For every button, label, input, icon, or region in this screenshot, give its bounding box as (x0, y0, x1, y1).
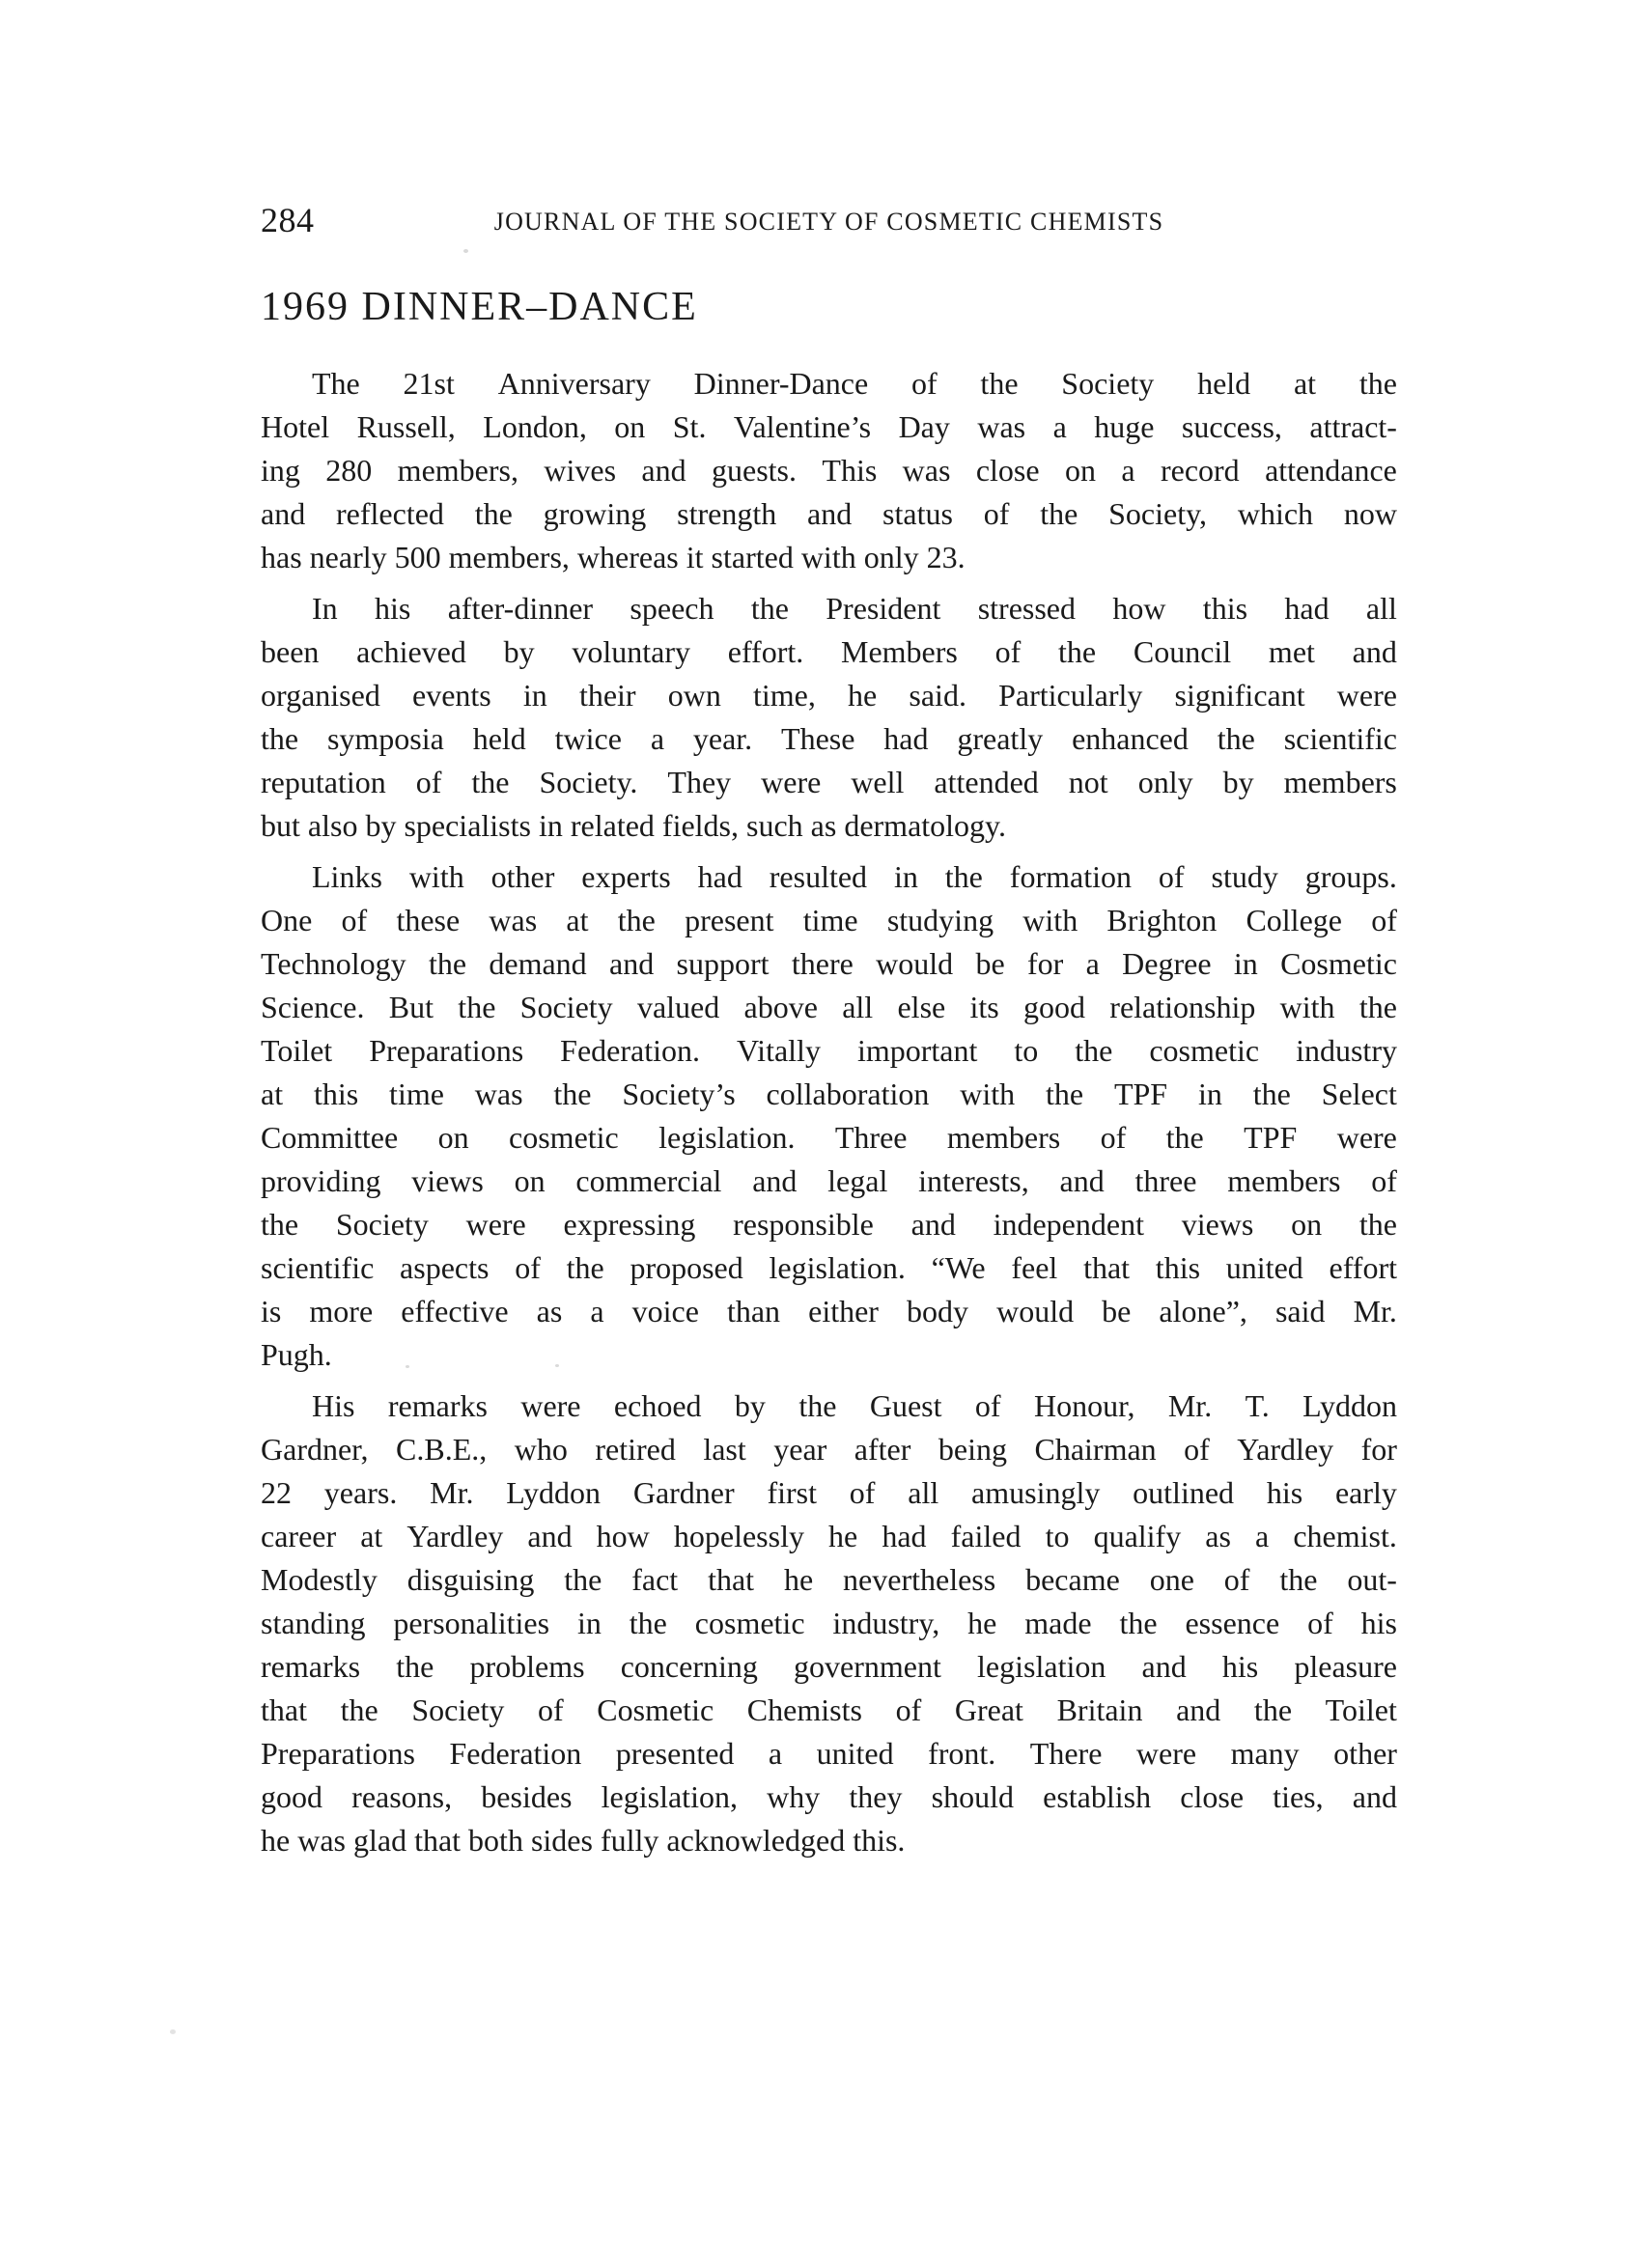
journal-title: JOURNAL OF THE SOCIETY OF COSMETIC CHEMISTS (493, 208, 1164, 236)
text-line: good reasons, besides legislation, why they should establish close ties, and (261, 1779, 1397, 1814)
text-line: Modestly disguising the fact that he nevertheless became one of the out- (261, 1562, 1397, 1597)
text-line: and reflected the growing strength and status of the Society, which now (261, 496, 1397, 531)
paragraph (261, 1384, 1397, 1862)
text-line: One of these was at the present time studying with Brighton College of (261, 903, 1397, 937)
article-title: 1969 DINNER–DANCE (261, 285, 698, 329)
text-line: ing 280 members, wives and guests. This was close on a record attendance (261, 453, 1397, 488)
text-line: Committee on cosmetic legislation. Three members of the TPF were (261, 1120, 1397, 1155)
text-line: The 21st Anniversary Dinner-Dance of the Society held at the (312, 366, 1397, 401)
text-line: has nearly 500 members, whereas it started with only 23. (261, 540, 966, 574)
text-line: Preparations Federation presented a united front. There were many other (261, 1736, 1397, 1771)
article-body (261, 362, 1397, 1862)
paragraph (261, 362, 1397, 579)
text-line: providing views on commercial and legal interests, and three members of (261, 1163, 1397, 1198)
scan-speck (170, 2029, 176, 2034)
text-line: Toilet Preparations Federation. Vitally important to the cosmetic industry (261, 1033, 1397, 1068)
text-line: 22 years. Mr. Lyddon Gardner first of all amusingly outlined his early (261, 1475, 1397, 1510)
text-line: Technology the demand and support there would be for a Degree in Cosmetic (261, 946, 1397, 981)
text-line: In his after-dinner speech the President stressed how this had all (312, 591, 1397, 626)
text-line: the symposia held twice a year. These had greatly enhanced the scientific (261, 721, 1397, 756)
text-line: at this time was the Society’s collaboration with the TPF in the Select (261, 1077, 1397, 1111)
scan-speck (406, 1365, 409, 1368)
paragraph (261, 855, 1397, 1377)
scan-speck (555, 1364, 559, 1367)
scan-speck (463, 249, 468, 253)
text-line: His remarks were echoed by the Guest of Honour, Mr. T. Lyddon (312, 1388, 1397, 1423)
page-number: 284 (261, 201, 315, 239)
text-line: standing personalities in the cosmetic industry, he made the essence of his (261, 1606, 1397, 1640)
text-line: reputation of the Society. They were well attended not only by members (261, 765, 1397, 799)
text-line: Hotel Russell, London, on St. Valentine’s Day was a huge success, attract- (261, 409, 1397, 444)
text-line: Science. But the Society valued above all else its good relationship with the (261, 990, 1397, 1024)
text-line: remarks the problems concerning government legislation and his pleasure (261, 1649, 1397, 1684)
text-line: Gardner, C.B.E., who retired last year after being Chairman of Yardley for (261, 1432, 1397, 1467)
text-line: Links with other experts had resulted in the formation of study groups. (312, 859, 1397, 894)
text-line: the Society were expressing responsible and independent views on the (261, 1207, 1397, 1242)
text-line: organised events in their own time, he said. Particularly significant were (261, 678, 1397, 713)
text-line: scientific aspects of the proposed legislation. “We feel that this united effort (261, 1250, 1397, 1285)
running-header (261, 203, 1397, 241)
text-line: Pugh. (261, 1337, 332, 1372)
text-line: that the Society of Cosmetic Chemists of Great Britain and the Toilet (261, 1692, 1397, 1727)
paragraph (261, 587, 1397, 848)
text-line: is more effective as a voice than either body would be alone”, said Mr. (261, 1294, 1397, 1328)
text-line: been achieved by voluntary effort. Members of the Council met and (261, 634, 1397, 669)
text-line: career at Yardley and how hopelessly he had failed to qualify as a chemist. (261, 1519, 1397, 1553)
text-line: he was glad that both sides fully acknowledged this. (261, 1823, 906, 1858)
text-line: but also by specialists in related fields, such as dermatology. (261, 808, 1006, 843)
